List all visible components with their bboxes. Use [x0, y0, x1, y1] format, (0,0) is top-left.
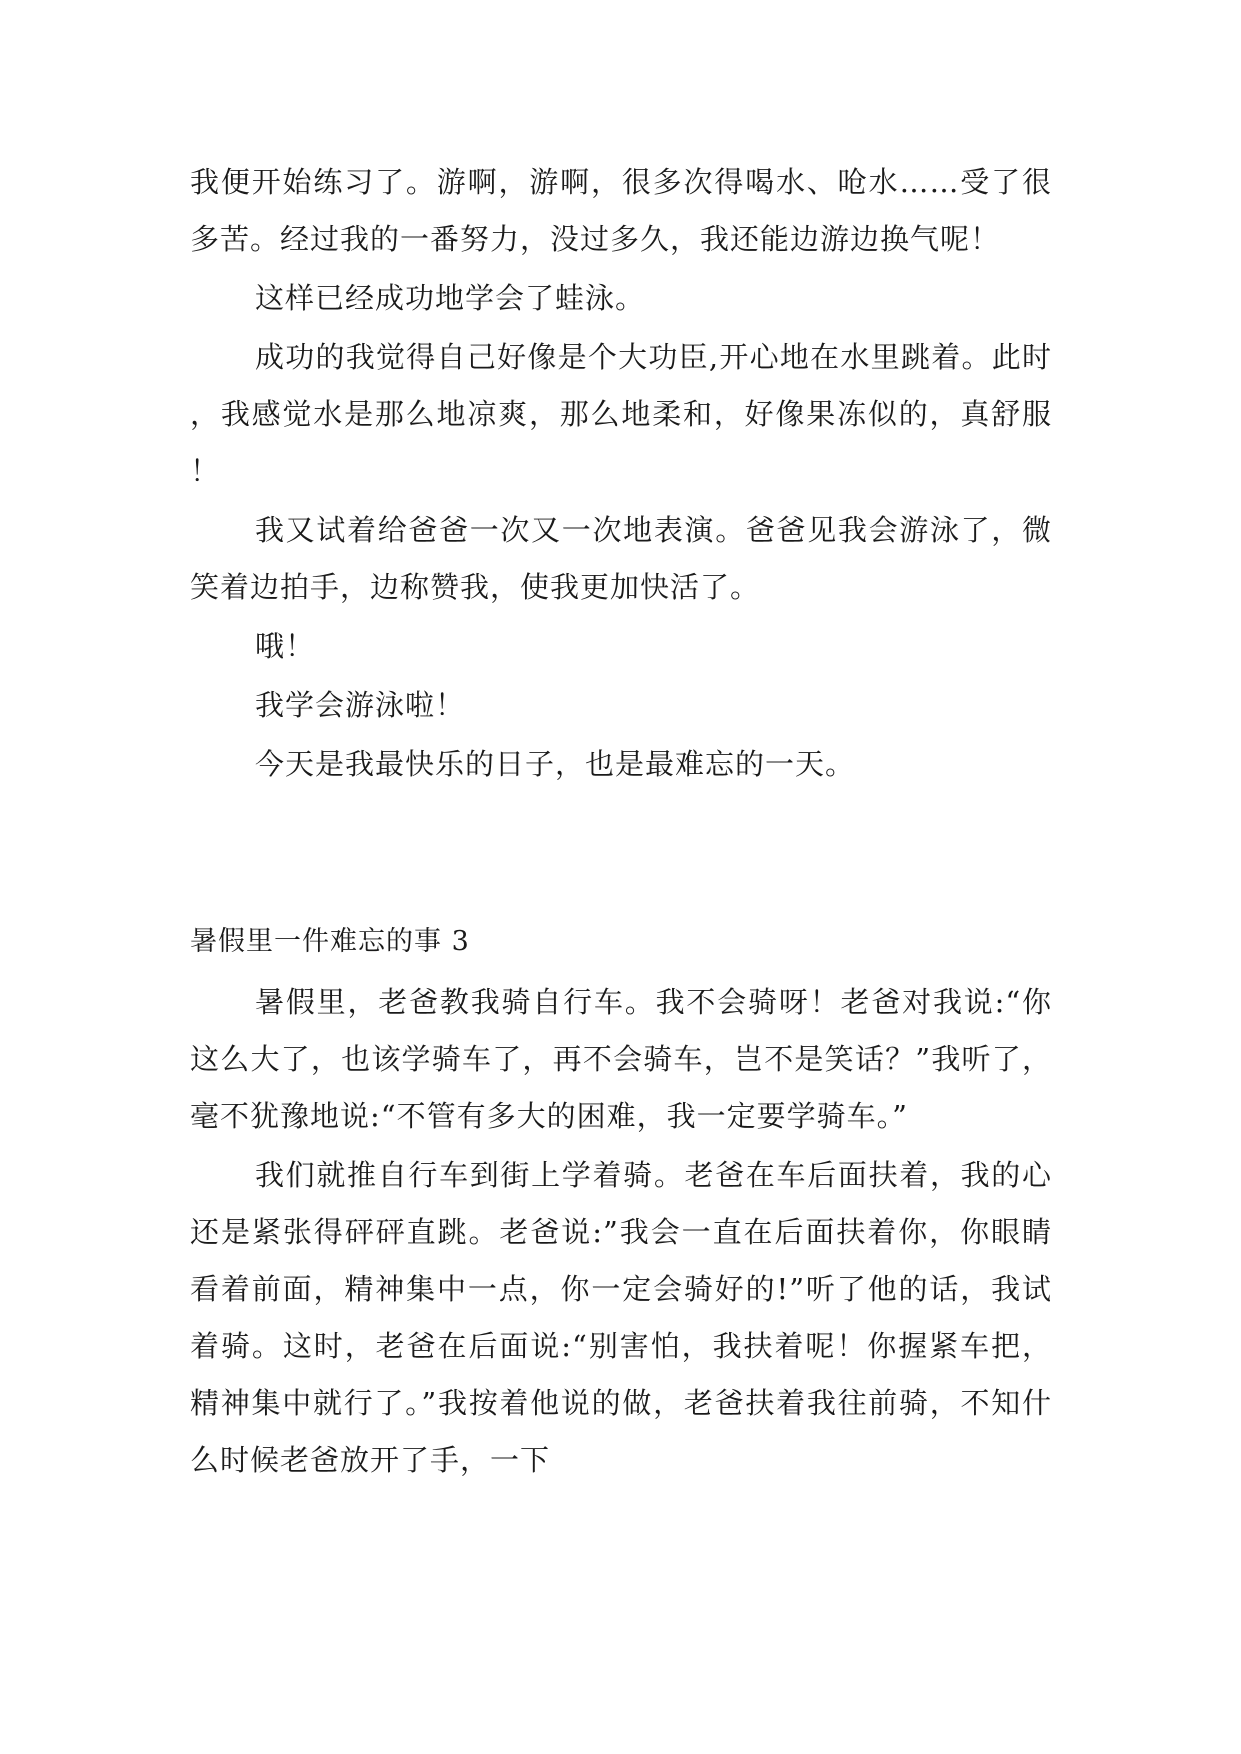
paragraph: 今天是我最快乐的日子，也是最难忘的一天。 — [255, 747, 856, 781]
paragraph: 哦！ — [255, 629, 316, 663]
paragraph: 成功的我觉得自己好像是个大功臣,开心地在水里跳着。此时，我感觉水是那么地凉爽，那么地柔和，好像果冻似的，真舒服！ — [190, 340, 1052, 488]
paragraph: 我们就推自行车到街上学着骑。老爸在车后面扶着，我的心还是紧张得砰砰直跳。老爸说:”我会一直在后面扶着你，你眼睛看着前面，精神集中一点，你一定会骑好的!”听了他的话，我试着骑。这时，老爸在后面说:“别害怕，我扶着呢！你握紧车把，精神集中就行了。”我按着他说的做，老爸扶着我往前骑，不知什么时候老爸放开了手，一下 — [190, 1158, 1052, 1477]
section-2-body — [190, 974, 1052, 1489]
section-title: 暑假里一件难忘的事 3 — [190, 926, 470, 957]
paragraph: 这样已经成功地学会了蛙泳。 — [255, 281, 646, 315]
paragraph: 我便开始练习了。游啊，游啊，很多次得喝水、呛水……受了很多苦。经过我的一番努力，没过多久，我还能边游边换气呢！ — [190, 165, 1052, 256]
paragraph: 我学会游泳啦！ — [255, 688, 466, 722]
paragraph: 我又试着给爸爸一次又一次地表演。爸爸见我会游泳了，微笑着边拍手，边称赞我，使我更加快活了。 — [190, 513, 1052, 604]
section-1-body — [190, 154, 1052, 793]
paragraph: 暑假里，老爸教我骑自行车。我不会骑呀！老爸对我说:“你这么大了，也该学骑车了，再不会骑车，岂不是笑话？”我听了，毫不犹豫地说:“不管有多大的困难，我一定要学骑车。” — [190, 985, 1052, 1133]
